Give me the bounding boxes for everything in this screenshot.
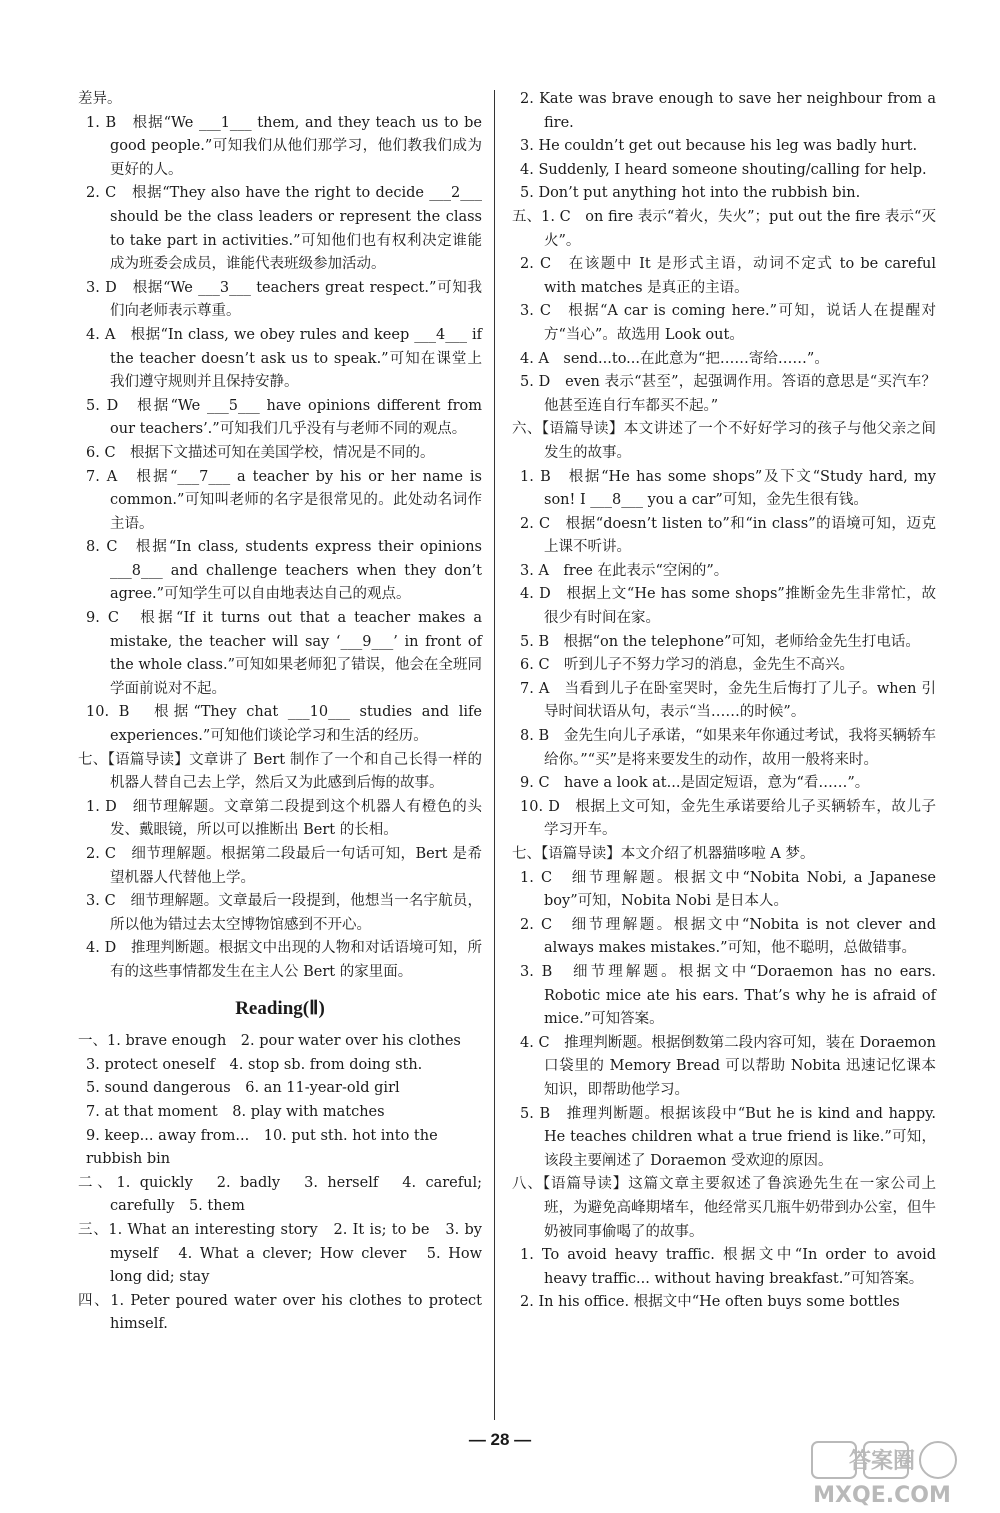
answer-line: 3. B 细节理解题。根据文中“Doraemon has no ears. Robotic mice ate his ears. That’s why he is afraid of mice.”可知答案。 (520, 963, 936, 1028)
answer-line: 六、【语篇导读】本文讲述了一个不好好学习的孩子与他父亲之间发生的故事。 (512, 421, 936, 461)
answer-line: 七、【语篇导读】文章讲了 Bert 制作了一个和自己长得一样的机器人替自己去上学，然后又为此感到后悔的故事。 (78, 751, 482, 792)
answer-line: 10. D 根据上文可知，金先生承诺要给儿子买辆轿车，故儿子学习开车。 (520, 798, 936, 839)
answer-line: 4. C 推理判断题。根据倒数第二段内容可知，装在 Doraemon 口袋里的 Memory Bread 可以帮助 Nobita 迅速记忆课本知识，即帮助他学习。 (520, 1034, 936, 1098)
answer-line: 9. C 根据“If it turns out that a teacher makes a mistake, the teacher will say ‘___9___’ in front of the whole class.”可知如果老师犯了错误，他会在全班同学面前说对不起。 (86, 610, 482, 697)
answer-line: 5. B 推理判断题。根据该段中“But he is kind and happy. He teaches children what a true friend is like.”可知，该段主要阐述了 Doraemon 受欢迎的原因。 (520, 1105, 936, 1169)
section-heading: Reading(Ⅱ) (235, 997, 325, 1019)
answer-line: 3. C 细节理解题。文章最后一段提到，他想当一名宇航员，所以他为错过去太空博物馆感到不开心。 (86, 893, 482, 933)
answer-line: 3. C 根据“A car is coming here.”可知，说话人在提醒对方“当心”。故选用 Look out。 (520, 303, 936, 343)
answer-line: 1. B 根据“He has some shops”及下文“Study hard, my son! I ___8___ you a car”可知，金先生很有钱。 (520, 468, 936, 509)
answer-line: 3. A free 在此表示“空闲的”。 (520, 562, 729, 579)
answer-line: 2. C 细节理解题。根据文中“Nobita is not clever and always makes mistakes.”可知，他不聪明，总做错事。 (520, 916, 936, 957)
answer-line: 6. C 根据下文描述可知在美国学校，情况是不同的。 (86, 444, 435, 461)
answer-line: 5. B 根据“on the telephone”可知，老师给金先生打电话。 (520, 633, 920, 650)
answer-line: 2. C 在该题中 It 是形式主语，动词不定式 to be careful with matches 是真正的主语。 (520, 256, 936, 296)
answer-line: 3. D 根据“We ___3___ teachers great respect.”可知我们向老师表示尊重。 (86, 279, 482, 320)
answer-line: 八、【语篇导读】这篇文章主要叙述了鲁滨逊先生在一家公司上班，为避免高峰期堵车，他经常买几瓶牛奶带到办公室，但牛奶被同事偷喝了的故事。 (512, 1176, 936, 1240)
answer-line: 6. C 听到儿子不努力学习的消息，金先生不高兴。 (520, 657, 855, 674)
answer-line: 2. Kate was brave enough to save her neighbour from a fire. (520, 91, 936, 131)
answer-line: 4. A send...to...在此意为“把……寄给……”。 (520, 350, 829, 367)
answer-line: 7. A 根据“___7___ a teacher by his or her name is common.”可知叫老师的名字是很常见的。此处动名词作主语。 (86, 468, 482, 532)
answer-line: 差异。 (78, 91, 122, 107)
answer-line: 3. He couldn’t get out because his leg was badly hurt. (520, 138, 918, 155)
answer-line: 2. In his office. 根据文中“He often buys some bottles (520, 1294, 900, 1311)
column-divider (494, 90, 495, 1420)
answer-line: 4. A 根据“In class, we obey rules and keep ___4___ if the teacher doesn’t ask us to speak.”可知在课堂上我们遵守规则并且保持安静。 (86, 326, 482, 391)
answer-line: 10. B 根据“They chat ___10___ studies and life experiences.”可知他们谈论学习和生活的经历。 (86, 704, 482, 745)
answer-line: 5. D even 表示“甚至”，起强调作用。答语的意思是“买汽车？他甚至连自行车都买不起。” (520, 374, 936, 414)
answer-line: 4. D 推理判断题。根据文中出现的人物和对话语境可知，所有的这些事情都发生在主人公 Bert 的家里面。 (86, 940, 482, 980)
answer-line: 4. Suddenly, I heard someone shouting/calling for help. (520, 161, 927, 178)
answer-line: 2. C 根据“They also have the right to decide ___2___ should be the class leaders or represent the class to take part in activities.”可知他们也有权利决定谁能成为班委会成员，谁能代表班级参加活动。 (86, 185, 482, 273)
page-number: — 28 — (468, 1430, 532, 1449)
answer-line: 5. sound dangerous 6. an 11-year-old girl (86, 1080, 400, 1097)
right-column (512, 88, 936, 1315)
watermark-text: 答案圈 (848, 1449, 916, 1474)
watermark-url: MXQE.COM (813, 1483, 951, 1508)
answer-line: 七、【语篇导读】本文介绍了机器猫哆啦 A 梦。 (512, 846, 815, 862)
answer-line: 四、1. Peter poured water over his clothes to protect himself. (78, 1292, 482, 1333)
answer-line: 五、1. C on fire 表示“着火，失火”；put out the fire 表示“灭火”。 (512, 208, 936, 249)
left-column (78, 88, 482, 1337)
answer-line: 9. keep... away from... 10. put sth. hot into the rubbish bin (86, 1127, 438, 1168)
answer-line: 7. at that moment 8. play with matches (86, 1103, 385, 1120)
answer-line: 8. B 金先生向儿子承诺，“如果来年你通过考试，我将买辆轿车给你。”“买”是将来要发生的动作，故用一般将来时。 (520, 728, 936, 768)
answer-line: 8. C 根据“In class, students express their opinions ___8___ and challenge teachers when they don’t agree.”可知学生可以自由地表达自己的观点。 (86, 539, 482, 603)
answer-line: 7. A 当看到儿子在卧室哭时，金先生后悔打了儿子。when 引导时间状语从句，表示“当……的时候”。 (520, 680, 936, 721)
answer-line: 1. D 细节理解题。文章第二段提到这个机器人有橙色的头发、戴眼镜，所以可以推断出 Bert 的长相。 (86, 798, 482, 839)
watermark-logo (782, 1440, 982, 1508)
answer-line: 2. C 根据“doesn’t listen to”和“in class”的语境可知，迈克上课不听讲。 (520, 515, 936, 556)
answer-line: 5. Don’t put anything hot into the rubbish bin. (520, 185, 861, 202)
answer-line: 三、1. What an interesting story 2. It is; to be 3. by myself 4. What a clever; How clever 5. How long did; stay (78, 1221, 482, 1286)
answer-line: 1. C 细节理解题。根据文中“Nobita Nobi, a Japanese boy”可知，Nobita Nobi 是日本人。 (520, 869, 936, 910)
answer-line: 2. C 细节理解题。根据第二段最后一句话可知，Bert 是希望机器人代替他上学。 (86, 846, 482, 886)
answer-line: 5. D 根据“We ___5___ have opinions different from our teachers’.”可知我们几乎没有与老师不同的观点。 (86, 397, 482, 438)
answer-line: 二、1. quickly 2. badly 3. herself 4. careful; carefully 5. them (78, 1174, 482, 1215)
answer-line: 1. B 根据“We ___1___ them, and they teach us to be good people.”可知我们从他们那学习，他们教我们成为更好的人。 (86, 114, 482, 178)
answer-line: 9. C have a look at...是固定短语，意为“看……”。 (520, 775, 870, 792)
answer-line: 1. To avoid heavy traffic. 根据文中“In order to avoid heavy traffic... without having breakfast.”可知答案。 (520, 1247, 936, 1287)
answer-line: 3. protect oneself 4. stop sb. from doing sth. (86, 1056, 423, 1073)
answer-line: 一、1. brave enough 2. pour water over his clothes (78, 1033, 461, 1050)
answer-line: 4. D 根据上文“He has some shops”推断金先生非常忙，故很少有时间在家。 (520, 586, 936, 627)
